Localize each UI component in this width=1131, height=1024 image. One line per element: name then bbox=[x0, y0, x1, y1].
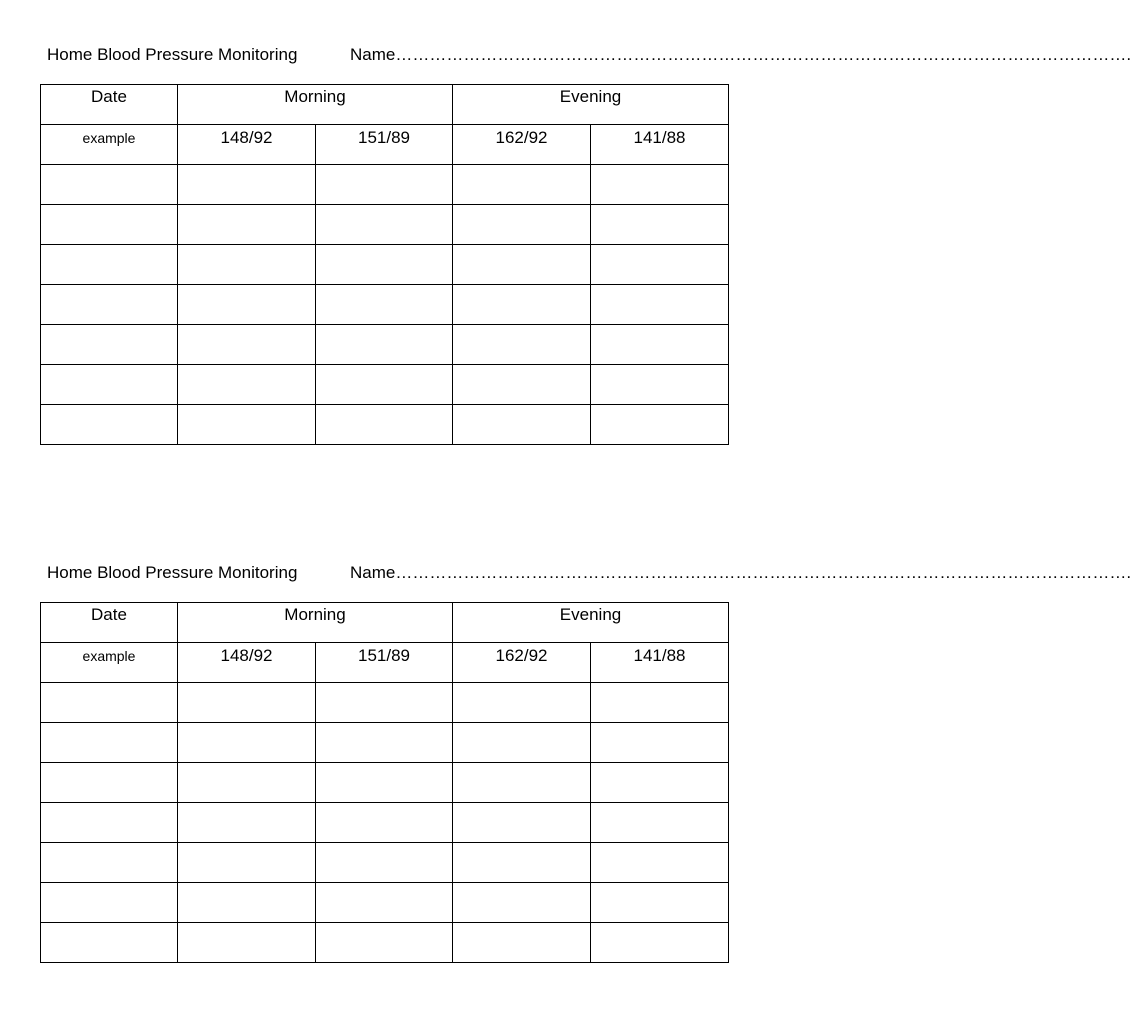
evening-reading-cell[interactable] bbox=[453, 405, 591, 445]
evening-reading-cell[interactable] bbox=[453, 803, 591, 843]
evening-reading-cell[interactable] bbox=[591, 405, 729, 445]
morning-reading-cell[interactable] bbox=[178, 245, 316, 285]
evening-reading-cell[interactable] bbox=[591, 285, 729, 325]
morning-reading-cell[interactable] bbox=[178, 843, 316, 883]
evening-reading-cell[interactable] bbox=[453, 923, 591, 963]
table-row bbox=[41, 723, 729, 763]
header-evening: Evening bbox=[453, 85, 729, 125]
example-morning-1: 148/92 bbox=[178, 643, 316, 683]
header-evening: Evening bbox=[453, 603, 729, 643]
morning-reading-cell[interactable] bbox=[178, 165, 316, 205]
date-cell[interactable] bbox=[41, 245, 178, 285]
morning-reading-cell[interactable] bbox=[178, 763, 316, 803]
morning-reading-cell[interactable] bbox=[178, 405, 316, 445]
date-cell[interactable] bbox=[41, 285, 178, 325]
table-row bbox=[41, 843, 729, 883]
morning-reading-cell[interactable] bbox=[316, 285, 453, 325]
bp-reading-table bbox=[40, 84, 729, 445]
evening-reading-cell[interactable] bbox=[453, 285, 591, 325]
morning-reading-cell[interactable] bbox=[316, 683, 453, 723]
evening-reading-cell[interactable] bbox=[591, 883, 729, 923]
table-row bbox=[41, 165, 729, 205]
evening-reading-cell[interactable] bbox=[453, 843, 591, 883]
table-row bbox=[41, 285, 729, 325]
date-cell[interactable] bbox=[41, 763, 178, 803]
morning-reading-cell[interactable] bbox=[316, 405, 453, 445]
sheet-title: Home Blood Pressure Monitoring bbox=[47, 45, 298, 64]
example-evening-1: 162/92 bbox=[453, 643, 591, 683]
sheet-title: Home Blood Pressure Monitoring bbox=[47, 563, 298, 582]
morning-reading-cell[interactable] bbox=[178, 683, 316, 723]
table-row bbox=[41, 803, 729, 843]
example-row bbox=[41, 643, 729, 683]
table-row bbox=[41, 763, 729, 803]
evening-reading-cell[interactable] bbox=[591, 365, 729, 405]
header-date: Date bbox=[41, 603, 178, 643]
morning-reading-cell[interactable] bbox=[178, 325, 316, 365]
evening-reading-cell[interactable] bbox=[591, 803, 729, 843]
evening-reading-cell[interactable] bbox=[591, 843, 729, 883]
example-label: example bbox=[41, 125, 178, 165]
date-cell[interactable] bbox=[41, 325, 178, 365]
header-morning: Morning bbox=[178, 603, 453, 643]
example-evening-2: 141/88 bbox=[591, 125, 729, 165]
evening-reading-cell[interactable] bbox=[453, 883, 591, 923]
evening-reading-cell[interactable] bbox=[591, 683, 729, 723]
date-cell[interactable] bbox=[41, 883, 178, 923]
morning-reading-cell[interactable] bbox=[178, 285, 316, 325]
table-row bbox=[41, 205, 729, 245]
morning-reading-cell[interactable] bbox=[316, 723, 453, 763]
table-row bbox=[41, 405, 729, 445]
morning-reading-cell[interactable] bbox=[316, 365, 453, 405]
name-field[interactable]: Name…………………………………………………………………………………………………………………. bbox=[350, 563, 1131, 582]
example-morning-2: 151/89 bbox=[316, 125, 453, 165]
evening-reading-cell[interactable] bbox=[591, 245, 729, 285]
evening-reading-cell[interactable] bbox=[591, 325, 729, 365]
evening-reading-cell[interactable] bbox=[453, 245, 591, 285]
header-date: Date bbox=[41, 85, 178, 125]
evening-reading-cell[interactable] bbox=[453, 683, 591, 723]
date-cell[interactable] bbox=[41, 205, 178, 245]
morning-reading-cell[interactable] bbox=[316, 883, 453, 923]
sheet-heading bbox=[47, 562, 1131, 586]
evening-reading-cell[interactable] bbox=[453, 763, 591, 803]
table-header-row bbox=[41, 85, 729, 125]
morning-reading-cell[interactable] bbox=[178, 923, 316, 963]
morning-reading-cell[interactable] bbox=[316, 923, 453, 963]
evening-reading-cell[interactable] bbox=[453, 325, 591, 365]
morning-reading-cell[interactable] bbox=[178, 883, 316, 923]
evening-reading-cell[interactable] bbox=[591, 723, 729, 763]
date-cell[interactable] bbox=[41, 723, 178, 763]
table-row bbox=[41, 325, 729, 365]
date-cell[interactable] bbox=[41, 803, 178, 843]
header-morning: Morning bbox=[178, 85, 453, 125]
example-row bbox=[41, 125, 729, 165]
evening-reading-cell[interactable] bbox=[591, 763, 729, 803]
table-row bbox=[41, 245, 729, 285]
table-row bbox=[41, 883, 729, 923]
date-cell[interactable] bbox=[41, 405, 178, 445]
table-header-row bbox=[41, 603, 729, 643]
date-cell[interactable] bbox=[41, 683, 178, 723]
example-morning-2: 151/89 bbox=[316, 643, 453, 683]
date-cell[interactable] bbox=[41, 165, 178, 205]
evening-reading-cell[interactable] bbox=[591, 205, 729, 245]
example-evening-1: 162/92 bbox=[453, 125, 591, 165]
morning-reading-cell[interactable] bbox=[178, 803, 316, 843]
morning-reading-cell[interactable] bbox=[316, 763, 453, 803]
table-row bbox=[41, 923, 729, 963]
example-label: example bbox=[41, 643, 178, 683]
evening-reading-cell[interactable] bbox=[453, 365, 591, 405]
example-morning-1: 148/92 bbox=[178, 125, 316, 165]
date-cell[interactable] bbox=[41, 923, 178, 963]
bp-reading-table bbox=[40, 602, 729, 963]
date-cell[interactable] bbox=[41, 843, 178, 883]
morning-reading-cell[interactable] bbox=[316, 843, 453, 883]
morning-reading-cell[interactable] bbox=[178, 205, 316, 245]
evening-reading-cell[interactable] bbox=[591, 923, 729, 963]
sheet-heading bbox=[47, 44, 1131, 68]
evening-reading-cell[interactable] bbox=[453, 165, 591, 205]
name-field[interactable]: Name…………………………………………………………………………………………………………………. bbox=[350, 45, 1131, 64]
evening-reading-cell[interactable] bbox=[453, 205, 591, 245]
morning-reading-cell[interactable] bbox=[316, 245, 453, 285]
example-evening-2: 141/88 bbox=[591, 643, 729, 683]
evening-reading-cell[interactable] bbox=[591, 165, 729, 205]
morning-reading-cell[interactable] bbox=[316, 803, 453, 843]
morning-reading-cell[interactable] bbox=[316, 165, 453, 205]
date-cell[interactable] bbox=[41, 365, 178, 405]
morning-reading-cell[interactable] bbox=[316, 325, 453, 365]
morning-reading-cell[interactable] bbox=[316, 205, 453, 245]
evening-reading-cell[interactable] bbox=[453, 723, 591, 763]
morning-reading-cell[interactable] bbox=[178, 365, 316, 405]
table-row bbox=[41, 683, 729, 723]
table-row bbox=[41, 365, 729, 405]
morning-reading-cell[interactable] bbox=[178, 723, 316, 763]
